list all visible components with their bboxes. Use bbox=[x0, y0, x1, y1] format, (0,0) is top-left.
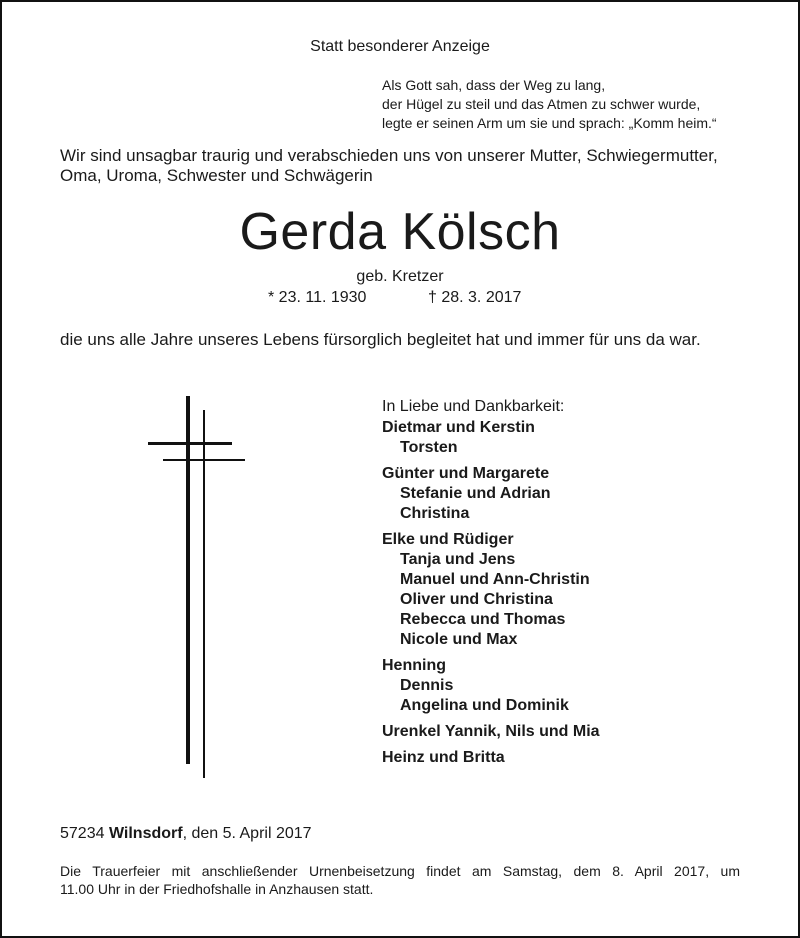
postcode: 57234 bbox=[60, 825, 109, 842]
mourner-group bbox=[382, 748, 600, 768]
mourner-group bbox=[382, 722, 600, 742]
mourner-member: Torsten bbox=[400, 439, 458, 456]
poem-line: der Hügel zu steil und das Atmen zu schwer wurde, bbox=[382, 96, 701, 112]
notice-date: , den 5. April 2017 bbox=[182, 825, 312, 842]
mourner-group bbox=[382, 530, 600, 650]
mourner-member: Manuel und Ann-Christin bbox=[400, 571, 590, 588]
notice-header: Statt besonderer Anzeige bbox=[310, 38, 490, 55]
mourners-list bbox=[382, 398, 600, 768]
tribute-text: die uns alle Jahre unseres Lebens fürsorglich begleitet hat und immer für uns da war. bbox=[60, 330, 701, 349]
mourner-group-head: Urenkel Yannik, Nils und Mia bbox=[382, 723, 600, 740]
mourner-member: Nicole und Max bbox=[400, 631, 518, 648]
mourner-group bbox=[382, 418, 600, 458]
mourner-member: Stefanie und Adrian bbox=[400, 485, 551, 502]
service-line: Die Trauerfeier mit anschließender Urnenbeisetzung findet am Samstag, dem 8. April 2017, um bbox=[60, 863, 740, 879]
mourner-group bbox=[382, 656, 600, 716]
mourner-member: Tanja und Jens bbox=[400, 551, 516, 568]
mourner-member: Oliver und Christina bbox=[400, 591, 553, 608]
mourner-group-head: Dietmar und Kerstin bbox=[382, 419, 535, 436]
mourner-group bbox=[382, 464, 600, 524]
cross-beam-vertical bbox=[186, 396, 190, 764]
town: Wilnsdorf bbox=[108, 825, 183, 842]
intro-line: Wir sind unsagbar traurig und verabschieden uns von unserer Mutter, Schwiegermutter, bbox=[60, 146, 718, 165]
deceased-name: Gerda Kölsch bbox=[239, 203, 561, 261]
intro-line: Oma, Uroma, Schwester und Schwägerin bbox=[60, 166, 373, 185]
mourner-group-head: Heinz und Britta bbox=[382, 749, 505, 766]
mourner-member: Christina bbox=[400, 505, 470, 522]
mourner-member: Rebecca und Thomas bbox=[400, 611, 566, 628]
death-date: † 28. 3. 2017 bbox=[428, 289, 522, 306]
service-info bbox=[60, 862, 740, 898]
birth-name: geb. Kretzer bbox=[356, 268, 444, 285]
cross-beam-horizontal bbox=[163, 459, 245, 461]
mourner-member: Dennis bbox=[400, 677, 454, 694]
place-and-date bbox=[60, 825, 312, 843]
poem-line: legte er seinen Arm um sie und sprach: „Komm heim.“ bbox=[382, 115, 717, 131]
poem bbox=[382, 76, 717, 133]
mourner-group-head: Günter und Margarete bbox=[382, 465, 550, 482]
cross-beam-horizontal bbox=[148, 442, 232, 445]
mourner-group-head: Henning bbox=[382, 657, 446, 674]
birth-date: * 23. 11. 1930 bbox=[268, 289, 367, 306]
mourners-lead: In Liebe und Dankbarkeit: bbox=[382, 398, 565, 415]
intro-text bbox=[60, 146, 718, 186]
service-line: 11.00 Uhr in der Friedhofshalle in Anzhausen statt. bbox=[60, 881, 374, 897]
mourner-groups bbox=[382, 418, 600, 768]
poem-line: Als Gott sah, dass der Weg zu lang, bbox=[382, 77, 606, 93]
mourner-group-head: Elke und Rüdiger bbox=[382, 531, 514, 548]
cross-beam-vertical bbox=[203, 410, 205, 778]
mourner-member: Angelina und Dominik bbox=[400, 697, 569, 714]
